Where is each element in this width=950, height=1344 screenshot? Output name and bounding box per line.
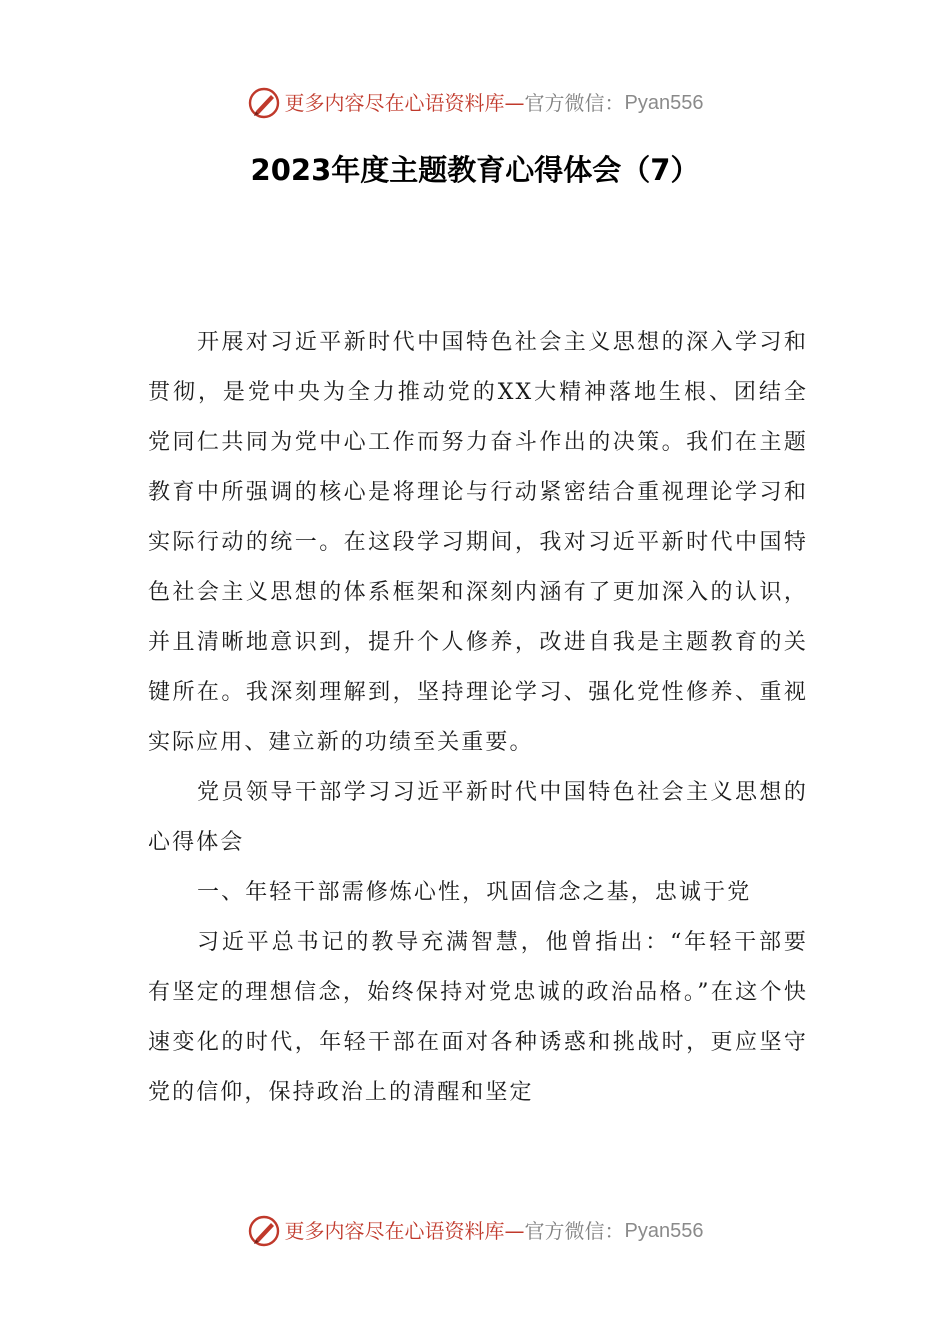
section-heading: 一、年轻干部需修炼心性，巩固信念之基，忠诚于党 bbox=[197, 880, 752, 905]
pen-logo-icon bbox=[247, 1214, 281, 1248]
banner-site-text: 更多内容尽在心语资料库 bbox=[284, 91, 505, 115]
pen-logo-icon bbox=[247, 86, 281, 120]
banner-dash: — bbox=[504, 91, 525, 115]
banner-site-text: 更多内容尽在心语资料库 bbox=[284, 1219, 505, 1243]
paragraph: 习近平总书记的教导充满智慧，他曾指出：“年轻干部要有坚定的理想信念，始终保持对党忠诚的政治品格。”在这个快速变化的时代，年轻干部在面对各种诱惑和挑战时，更应坚守党的信仰，保持政治上的清醒和坚定 bbox=[148, 930, 808, 1105]
paragraph: 开展对习近平新时代中国特色社会主义思想的深入学习和贯彻，是党中央为全力推动党的XX大精神落地生根、团结全党同仁共同为党中心工作而努力奋斗作出的决策。我们在主题教育中所强调的核心是将理论与行动紧密结合重视理论学习和实际行动的统一。在这段学习期间，我对习近平新时代中国特色社会主义思想的体系框架和深刻内涵有了更加深入的认识，并且清晰地意识到，提升个人修养，改进自我是主题教育的关键所在。我深刻理解到，坚持理论学习、强化党性修养、重视实际应用、建立新的功绩至关重要。 bbox=[148, 330, 808, 755]
banner-wechat-label: 官方微信： bbox=[524, 1219, 625, 1243]
banner-wechat-label: 官方微信： bbox=[524, 91, 625, 115]
footer-banner bbox=[0, 1214, 950, 1248]
banner-wechat-id: Pyan556 bbox=[624, 1220, 704, 1242]
document-body bbox=[148, 318, 808, 1118]
banner-wechat-id: Pyan556 bbox=[624, 92, 704, 114]
document-title: 2023年度主题教育心得体会（7） bbox=[250, 153, 700, 187]
header-banner bbox=[0, 86, 950, 120]
paragraph: 党员领导干部学习习近平新时代中国特色社会主义思想的心得体会 bbox=[148, 780, 808, 855]
banner-dash: — bbox=[504, 1219, 525, 1243]
